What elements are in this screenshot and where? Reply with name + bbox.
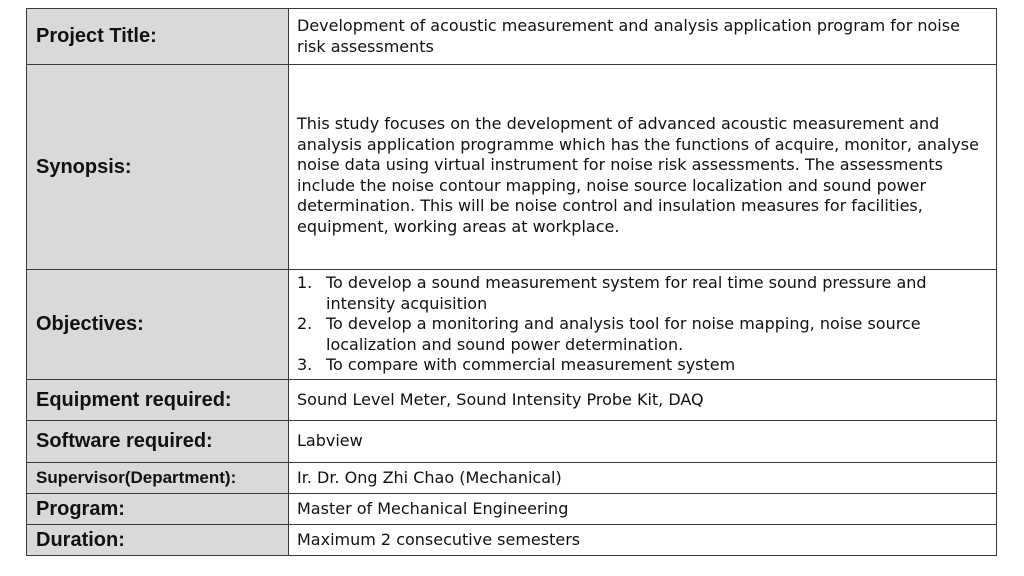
equipment-row [27, 380, 997, 421]
duration-value: Maximum 2 consecutive semesters [289, 525, 997, 556]
objective-item [297, 355, 988, 376]
supervisor-row [27, 463, 997, 494]
objectives-cell [289, 270, 997, 380]
duration-row [27, 525, 997, 556]
project-title-label: Project Title: [27, 9, 289, 65]
equipment-label: Equipment required: [27, 380, 289, 421]
equipment-value: Sound Level Meter, Sound Intensity Probe Kit, DAQ [289, 380, 997, 421]
objectives-row [27, 270, 997, 380]
software-label: Software required: [27, 421, 289, 463]
synopsis-label: Synopsis: [27, 65, 289, 270]
duration-label: Duration: [27, 525, 289, 556]
objective-number: 1. [297, 273, 313, 293]
objective-text: To develop a sound measurement system for real time sound pressure and intensity acquisition [326, 273, 927, 313]
objective-item [297, 273, 988, 314]
supervisor-value: Ir. Dr. Ong Zhi Chao (Mechanical) [289, 463, 997, 494]
program-row [27, 494, 997, 525]
synopsis-row [27, 65, 997, 270]
objectives-list [297, 273, 988, 376]
software-row [27, 421, 997, 463]
project-details-table [26, 8, 997, 556]
objective-number: 3. [297, 355, 313, 375]
project-title-value: Development of acoustic measurement and analysis application program for noise risk assessments [289, 9, 997, 65]
objective-text: To develop a monitoring and analysis tool for noise mapping, noise source localization and sound power determination. [326, 314, 921, 354]
objectives-label: Objectives: [27, 270, 289, 380]
objective-item [297, 314, 988, 355]
supervisor-label: Supervisor(Department): [27, 463, 289, 494]
program-value: Master of Mechanical Engineering [289, 494, 997, 525]
objective-text: To compare with commercial measurement system [326, 355, 736, 375]
objective-number: 2. [297, 314, 313, 334]
software-value: Labview [289, 421, 997, 463]
program-label: Program: [27, 494, 289, 525]
project-title-row [27, 9, 997, 65]
synopsis-value: This study focuses on the development of advanced acoustic measurement and analysis application programme which has the functions of acquire, monitor, analyse noise data using virtual instrument for noise risk assessments. The assessments include the noise contour mapping, noise source localization and sound power determination. This will be noise control and insulation measures for facilities, equipment, working areas at workplace. [297, 114, 979, 236]
synopsis-cell [289, 65, 997, 270]
